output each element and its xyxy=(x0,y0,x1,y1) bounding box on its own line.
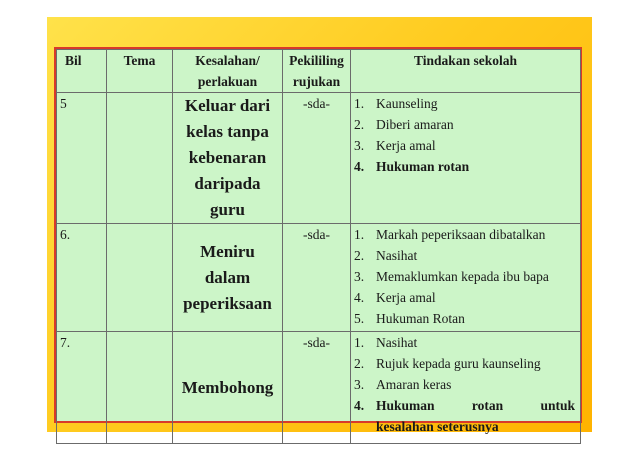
table-row xyxy=(57,93,581,224)
header-pekililing-line1: Pekililing xyxy=(289,53,344,68)
kesalahan-line: Membohong xyxy=(181,377,274,397)
item-number: 2. xyxy=(354,117,365,132)
header-kesalahan-line2: perlakuan xyxy=(197,74,258,89)
kesalahan-line: Meniru dalam xyxy=(200,241,255,287)
tindakan-list xyxy=(354,332,577,437)
tindakan-list xyxy=(354,93,577,177)
item-number: 1. xyxy=(354,335,365,350)
header-kesalahan-line1: Kesalahan/ xyxy=(195,53,260,68)
cell-tema xyxy=(107,93,173,224)
item-text: Hukuman Rotan xyxy=(376,311,465,326)
tindakan-item xyxy=(354,332,575,353)
tindakan-item xyxy=(354,308,575,329)
item-number: 5. xyxy=(354,311,365,326)
tindakan-item xyxy=(354,395,575,416)
item-text: Kerja amal xyxy=(376,138,436,153)
tindakan-item xyxy=(354,416,575,437)
cell-bil: 6. xyxy=(57,224,107,332)
cell-tindakan xyxy=(351,224,581,332)
item-text: Markah peperiksaan dibatalkan xyxy=(376,227,546,242)
cell-bil: 5 xyxy=(57,93,107,224)
table-row xyxy=(57,332,581,444)
header-tema: Tema xyxy=(107,50,173,93)
item-number: 3. xyxy=(354,377,365,392)
header-kesalahan xyxy=(173,50,283,93)
item-number: 2. xyxy=(354,356,365,371)
table-row xyxy=(57,224,581,332)
item-number: 2. xyxy=(354,248,365,263)
item-text: Amaran keras xyxy=(376,377,452,392)
cell-bil: 7. xyxy=(57,332,107,444)
kesalahan-line: kebenaran xyxy=(188,148,267,167)
cell-tindakan xyxy=(351,332,581,444)
tindakan-item xyxy=(354,135,575,156)
tindakan-item xyxy=(354,114,575,135)
item-number: 1. xyxy=(354,227,365,242)
item-text: kesalahan seterusnya xyxy=(376,419,499,434)
item-text: Rujuk kepada guru kaunseling xyxy=(376,356,541,371)
item-number xyxy=(354,416,376,437)
item-text: Hukuman rotan xyxy=(376,159,470,174)
header-bil: Bil xyxy=(57,50,107,93)
tindakan-item xyxy=(354,266,575,287)
header-tindakan: Tindakan sekolah xyxy=(351,50,581,93)
tindakan-item xyxy=(354,156,575,177)
cell-rujukan: -sda- xyxy=(283,224,351,332)
item-text: Memaklumkan kepada ibu bapa xyxy=(376,269,549,284)
item-text: Kaunseling xyxy=(376,96,438,111)
tindakan-item xyxy=(354,353,575,374)
kesalahan-line: kelas tanpa xyxy=(186,122,269,141)
kesalahan-line: Keluar dari xyxy=(184,96,271,115)
tindakan-item xyxy=(354,374,575,395)
item-number: 4. xyxy=(354,290,365,305)
cell-rujukan: -sda- xyxy=(283,332,351,444)
item-number: 3. xyxy=(354,269,365,284)
tindakan-item xyxy=(354,93,575,114)
cell-kesalahan xyxy=(173,332,283,444)
tindakan-item xyxy=(354,245,575,266)
item-text: Hukuman rotan untuk xyxy=(376,398,575,413)
header-row xyxy=(57,50,581,93)
tindakan-item xyxy=(354,287,575,308)
item-text: Diberi amaran xyxy=(376,117,454,132)
cell-kesalahan xyxy=(173,93,283,224)
cell-tindakan xyxy=(351,93,581,224)
kesalahan-line: peperiksaan xyxy=(183,293,272,313)
item-number: 1. xyxy=(354,96,365,111)
item-text: Nasihat xyxy=(376,248,418,263)
cell-kesalahan xyxy=(173,224,283,332)
item-number: 3. xyxy=(354,138,365,153)
tindakan-item xyxy=(354,224,575,245)
cell-tema xyxy=(107,224,173,332)
cell-tema xyxy=(107,332,173,444)
item-text: Nasihat xyxy=(376,335,418,350)
header-pekililing-line2: rujukan xyxy=(292,74,341,89)
item-number: 4. xyxy=(354,398,365,413)
item-text: Kerja amal xyxy=(376,290,436,305)
discipline-table xyxy=(56,49,581,444)
tindakan-list xyxy=(354,224,577,329)
cell-rujukan: -sda- xyxy=(283,93,351,224)
header-pekililing xyxy=(283,50,351,93)
kesalahan-line: daripada guru xyxy=(194,174,261,219)
item-number: 4. xyxy=(354,159,365,174)
